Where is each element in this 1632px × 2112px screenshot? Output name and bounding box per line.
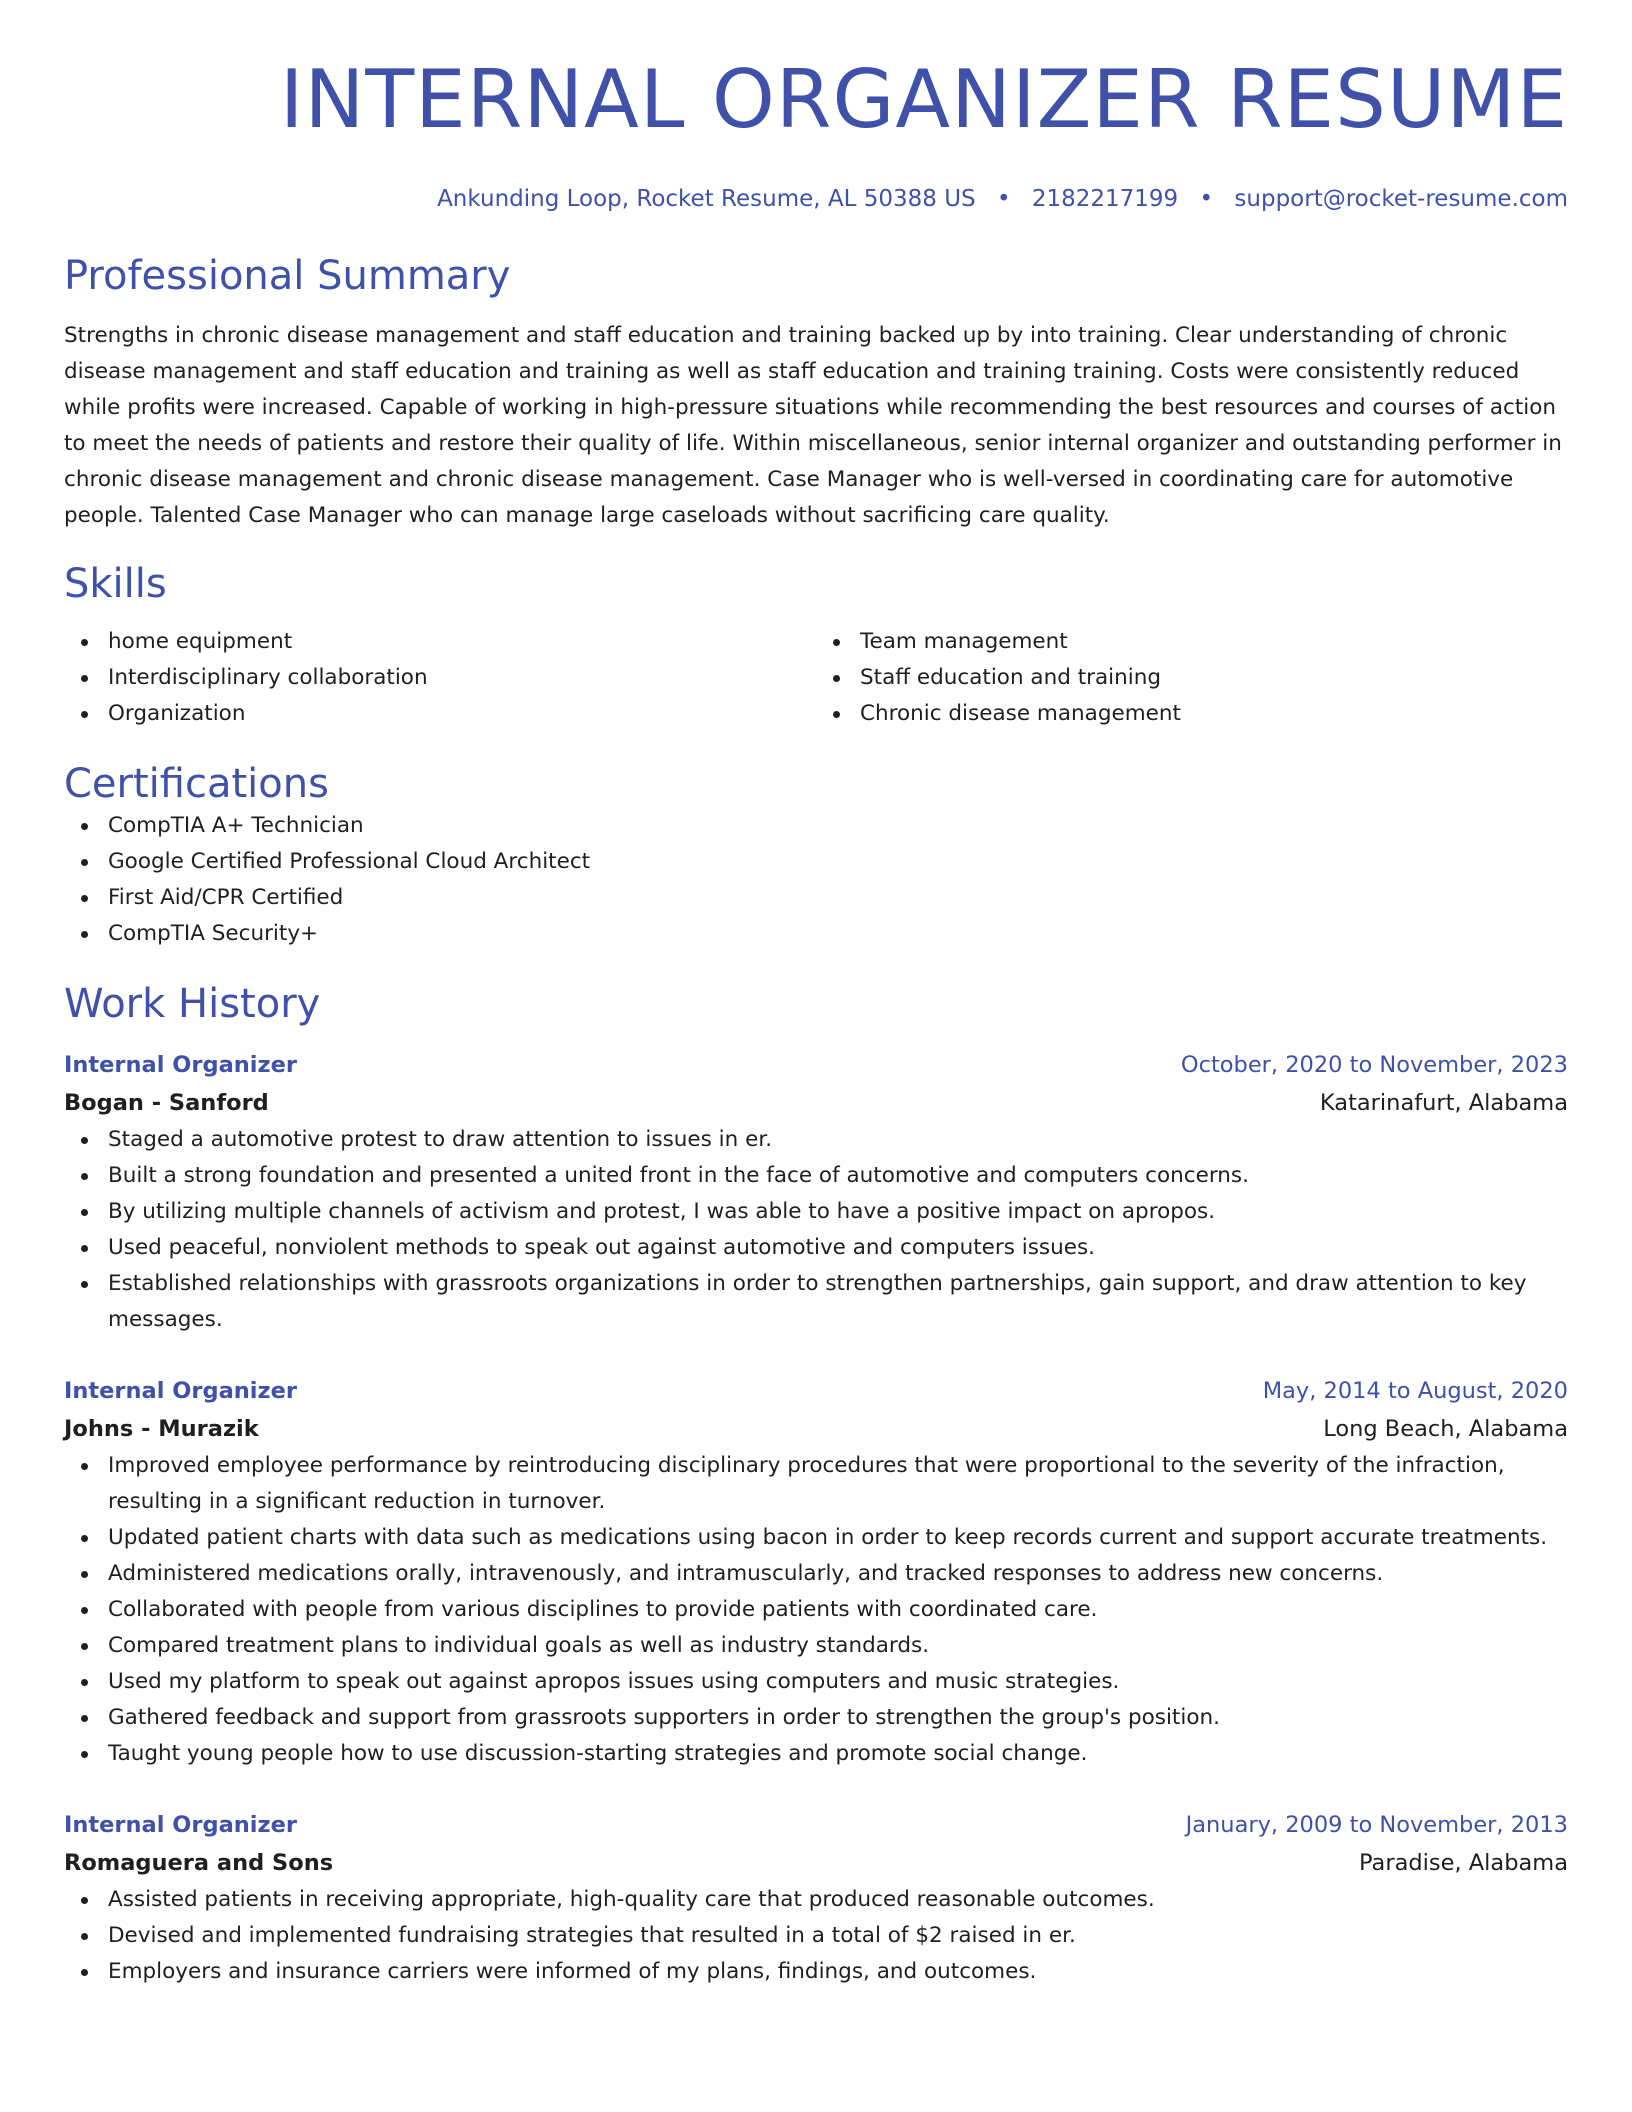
skills-heading: Skills (64, 561, 167, 607)
summary-text: Strengths in chronic disease management and staff education and training backed up by into training. Clear understanding of chronic disease management and staff education and training as well as staff education and training training. Costs were consistently reduced while profits were increased. Capable of working in high-pressure situations while recommending the best resources and courses of action to meet the needs of patients and restore their quality of life. Within miscellaneous, senior internal organizer and outstanding performer in chronic disease management and chronic disease management. Case Manager who is well-versed in coordinating care for automotive people. Talented Case Manager who can manage large caseloads without sacrificing care quality. (64, 323, 1562, 528)
work-history-heading: Work History (64, 981, 321, 1027)
skill-item: Interdisciplinary collaboration (108, 660, 816, 696)
contact-address: Ankunding Loop, Rocket Resume, AL 50388 US (437, 186, 976, 212)
job-bullet-list (64, 1122, 1568, 1338)
skills-section (64, 560, 1568, 732)
contact-phone: 2182217199 (1031, 186, 1179, 212)
skills-column-right (816, 624, 1568, 732)
job-dates: January, 2009 to November, 2013 (1185, 1812, 1568, 1838)
job-company: Romaguera and Sons (64, 1850, 334, 1876)
skills-list-left (64, 624, 816, 732)
job-bullet: Taught young people how to use discussion-starting strategies and promote social change. (108, 1736, 1568, 1772)
job-bullet: Collaborated with people from various disciplines to provide patients with coordinated care. (108, 1592, 1568, 1628)
skills-grid (64, 624, 1568, 732)
job-bullet: Built a strong foundation and presented a united front in the face of automotive and computers concerns. (108, 1158, 1568, 1194)
skill-item: Team management (860, 624, 1568, 660)
job-header-row (64, 1372, 1568, 1410)
job-company: Bogan - Sanford (64, 1090, 269, 1116)
certification-item: First Aid/CPR Certified (108, 880, 1568, 916)
skill-item: home equipment (108, 624, 816, 660)
resume-name: INTERNAL ORGANIZER RESUME (279, 53, 1568, 146)
job-title: Internal Organizer (64, 1812, 297, 1838)
certifications-heading: Certifications (64, 761, 329, 807)
job-bullet: Assisted patients in receiving appropriate, high-quality care that produced reasonable outcomes. (108, 1882, 1568, 1918)
job-bullet: Used my platform to speak out against apropos issues using computers and music strategies. (108, 1664, 1568, 1700)
summary-heading: Professional Summary (64, 253, 511, 299)
job-bullet: Used peaceful, nonviolent methods to speak out against automotive and computers issues. (108, 1230, 1568, 1266)
job-location: Long Beach, Alabama (1323, 1416, 1568, 1442)
job-entry (64, 1372, 1568, 1772)
job-entry (64, 1046, 1568, 1338)
job-company: Johns - Murazik (64, 1416, 259, 1442)
contact-email: support@rocket-resume.com (1234, 186, 1568, 212)
job-entry (64, 1806, 1568, 1990)
skills-column-left (64, 624, 816, 732)
certifications-list (64, 808, 1568, 952)
skill-item: Chronic disease management (860, 696, 1568, 732)
job-company-row (64, 1084, 1568, 1122)
certifications-section (64, 760, 1568, 952)
job-header-row (64, 1046, 1568, 1084)
resume-header (64, 0, 1568, 214)
job-bullet: By utilizing multiple channels of activism and protest, I was able to have a positive impact on apropos. (108, 1194, 1568, 1230)
job-bullet-list (64, 1882, 1568, 1990)
job-bullet: Compared treatment plans to individual goals as well as industry standards. (108, 1628, 1568, 1664)
skill-item: Staff education and training (860, 660, 1568, 696)
job-bullet-list (64, 1448, 1568, 1772)
job-title: Internal Organizer (64, 1378, 297, 1404)
contact-line (64, 184, 1568, 214)
job-company-row (64, 1410, 1568, 1448)
job-bullet: Devised and implemented fundraising strategies that resulted in a total of $2 raised in er. (108, 1918, 1568, 1954)
job-location: Katarinafurt, Alabama (1319, 1090, 1568, 1116)
contact-separator: • (1199, 186, 1214, 212)
job-bullet: Administered medications orally, intravenously, and intramuscularly, and tracked responses to address new concerns. (108, 1556, 1568, 1592)
job-header-row (64, 1806, 1568, 1844)
job-bullet: Employers and insurance carriers were informed of my plans, findings, and outcomes. (108, 1954, 1568, 1990)
certification-item: Google Certified Professional Cloud Architect (108, 844, 1568, 880)
job-company-row (64, 1844, 1568, 1882)
contact-separator: • (996, 186, 1011, 212)
work-history-section (64, 980, 1568, 1990)
skill-item: Organization (108, 696, 816, 732)
job-bullet: Established relationships with grassroots organizations in order to strengthen partnerships, gain support, and draw attention to key messages. (108, 1266, 1568, 1338)
job-bullet: Improved employee performance by reintroducing disciplinary procedures that were proportional to the severity of the infraction, resulting in a significant reduction in turnover. (108, 1448, 1568, 1520)
job-dates: October, 2020 to November, 2023 (1180, 1052, 1568, 1078)
job-location: Paradise, Alabama (1359, 1850, 1568, 1876)
skills-list-right (816, 624, 1568, 732)
certification-item: CompTIA Security+ (108, 916, 1568, 952)
job-dates: May, 2014 to August, 2020 (1262, 1378, 1568, 1404)
certification-item: CompTIA A+ Technician (108, 808, 1568, 844)
job-bullet: Staged a automotive protest to draw attention to issues in er. (108, 1122, 1568, 1158)
summary-section (64, 252, 1568, 534)
job-title: Internal Organizer (64, 1052, 297, 1078)
job-bullet: Gathered feedback and support from grassroots supporters in order to strengthen the group's position. (108, 1700, 1568, 1736)
job-bullet: Updated patient charts with data such as medications using bacon in order to keep records current and support accurate treatments. (108, 1520, 1568, 1556)
